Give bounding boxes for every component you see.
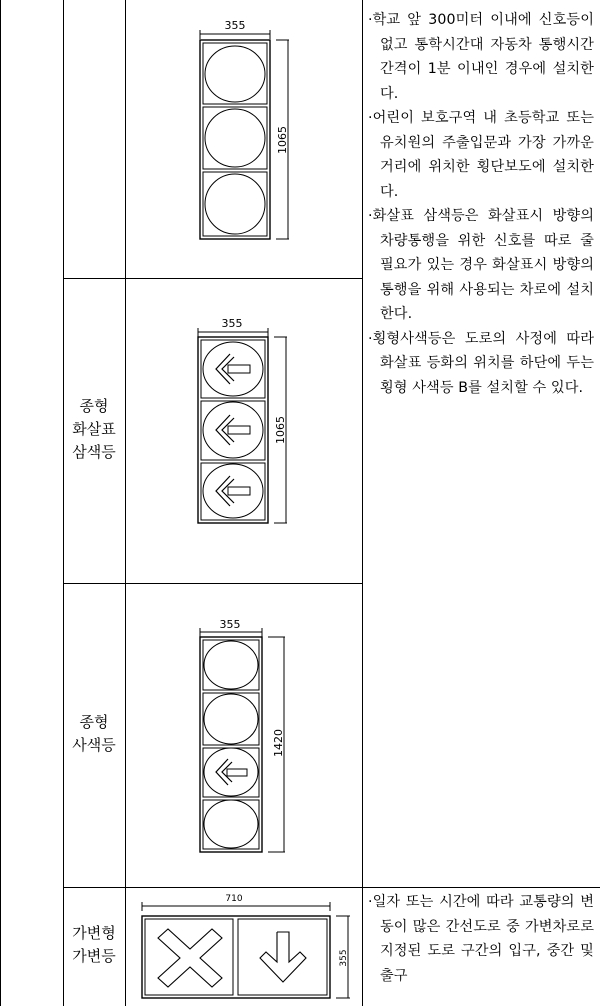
width-dimension-label: 355	[219, 618, 241, 631]
table-row-divider-2	[63, 583, 363, 584]
arrow-left-icon	[203, 342, 263, 396]
table-col-divider-2	[125, 0, 126, 1006]
note-item: ·횡형사색등은 도로의 사정에 따라 화살표 등화의 위치를 하단에 두는 횡형 사색등 B를 설치할 수 있다.	[368, 330, 594, 396]
lamp-circle	[205, 46, 265, 102]
table-outer-left	[0, 0, 1, 1006]
lamp-circle	[205, 174, 265, 234]
height-dimension-label: 1065	[274, 416, 287, 444]
note-item: ·학교 앞 300미터 이내에 신호등이 없고 통학시간대 자동차 통행시간 간격이 1분 이내인 경우에 설치한다.	[368, 12, 594, 102]
arrow-left-icon	[203, 464, 263, 518]
lamp-circle	[204, 694, 258, 744]
height-dimension-label: 1420	[272, 729, 285, 757]
table-col-divider-3	[362, 0, 363, 1006]
arrow-left-icon	[203, 402, 263, 458]
vertical-three-color-signal-figure	[190, 12, 300, 242]
note-item: ·화살표 삼색등은 화살표시 방향의 차량통행을 위한 신호를 따로 줄 필요가 있는 경우 화살표시 방향의 통행을 위해 사용되는 차로에 설치한다.	[368, 208, 594, 322]
vertical-four-color-signal-figure	[195, 615, 300, 855]
height-dimension-label: 1065	[276, 126, 289, 154]
arrow-down-icon	[260, 932, 306, 982]
table-row-divider-3	[63, 887, 600, 888]
lamp-circle	[204, 641, 258, 689]
installation-notes-upper	[368, 8, 594, 400]
width-dimension-label: 355	[221, 317, 243, 330]
arrow-left-icon	[204, 748, 258, 796]
row-name-four-color: 종형 사색등	[72, 713, 116, 754]
variable-lane-signal-figure	[136, 892, 356, 1006]
row-name-variable: 가변형 가변등	[72, 924, 116, 965]
table-row-divider-1	[63, 278, 363, 279]
note-item: ·어린이 보호구역 내 초등학교 또는 유치원의 주출입문과 가장 가까운 거리에 위치한 횡단보도에 설치한다.	[368, 110, 594, 200]
width-dimension-label: 710	[225, 894, 243, 904]
row-name-arrow-three-color: 종형 화살표 삼색등	[72, 397, 116, 461]
x-mark-icon	[158, 929, 222, 987]
note-item: ·일자 또는 시간에 따라 교통량의 변동이 많은 간선도로 중 가변차로로 지정된 도로 구간의 입구, 중간 및 출구	[368, 894, 594, 984]
lamp-circle	[204, 800, 258, 848]
height-dimension-label: 355	[339, 949, 349, 967]
lamp-circle	[205, 109, 265, 167]
table-col-divider-1	[63, 0, 64, 1006]
width-dimension-label: 355	[224, 19, 246, 32]
vertical-arrow-three-color-signal-figure	[190, 312, 300, 527]
installation-notes-lower	[368, 890, 594, 988]
